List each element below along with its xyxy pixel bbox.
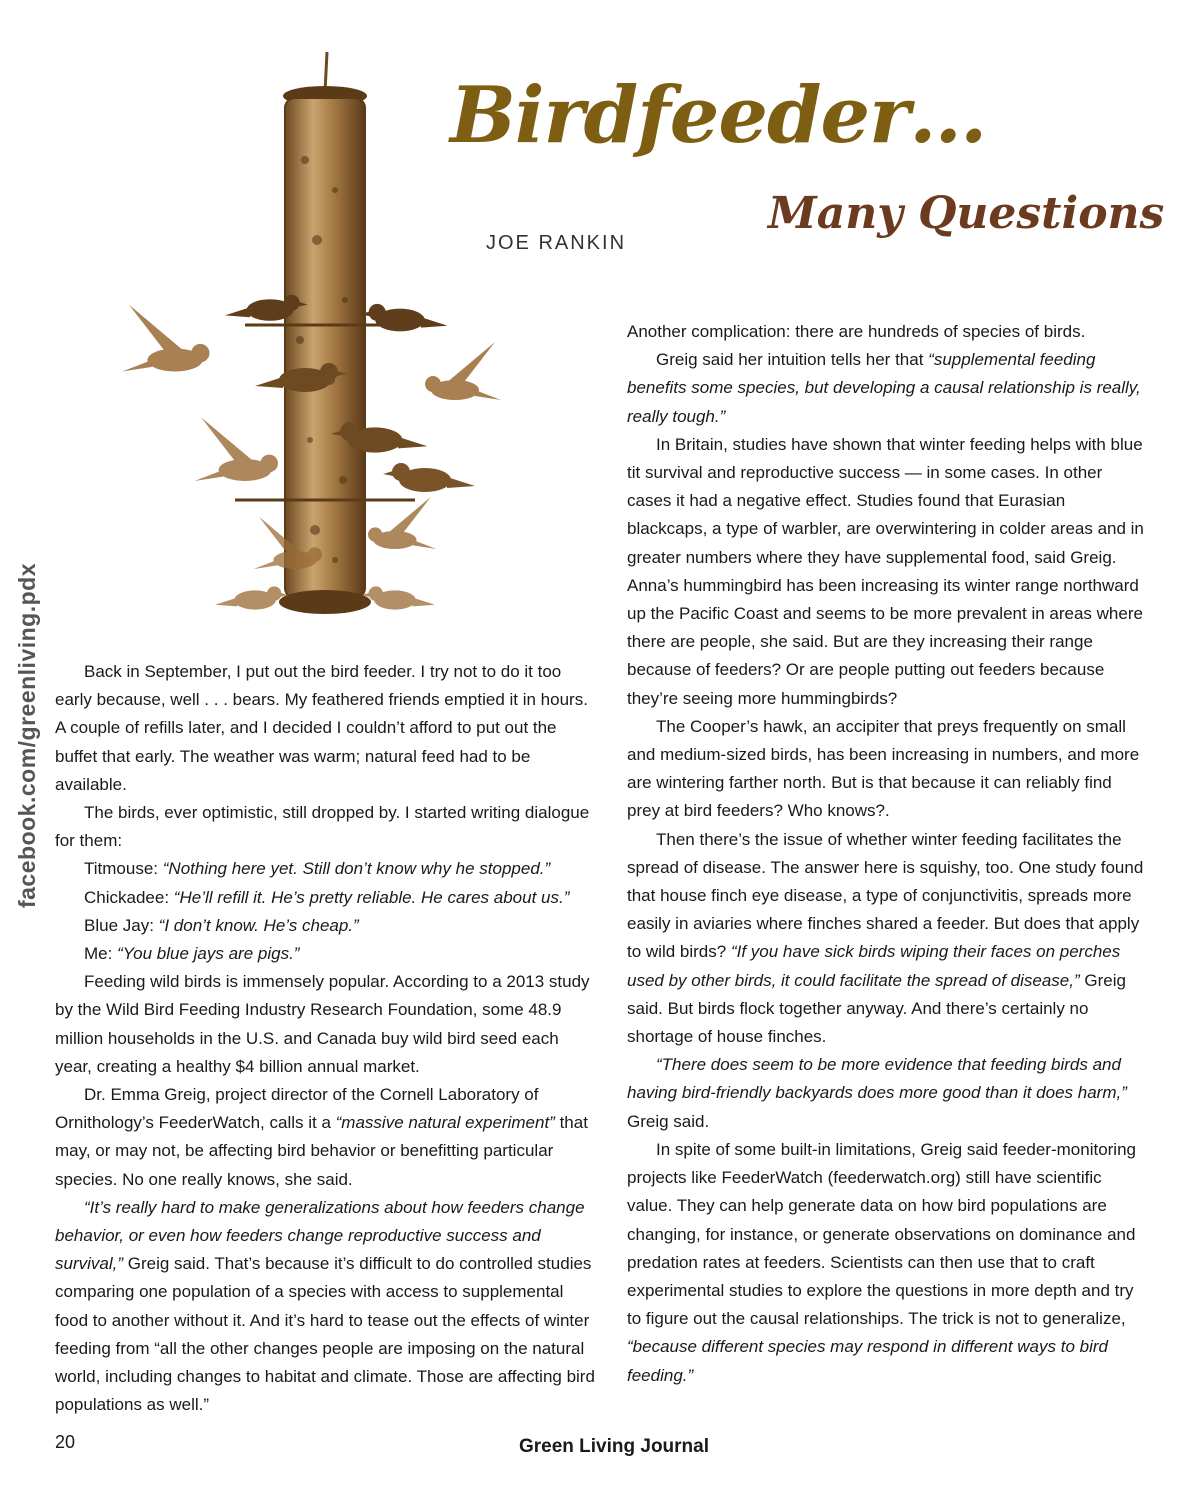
paragraph: In spite of some built-in limitations, Greig said feeder-monitoring projects like FeederWatch (feederwatch.org) still have scientific value. They can help generate data on how bird populations are changing, for instance, or generate observations on dominance and predation rates at feeders. Scientists can then use that to craft experimental studies to explore the questions in more depth and try to figure out the causal relationships. The trick is not to generalize, “because different species may respond in different ways to bird feeding.” (627, 1139, 1136, 1385)
paragraph: The Cooper’s hawk, an accipiter that preys frequently on small and medium-sized birds, has been increasing in numbers, and more are wintering farther north. But is that because it can reliably find prey at bird feeders? Who knows?. (627, 716, 1140, 821)
paragraph: Then there’s the issue of whether winter feeding facilitates the spread of disease. The answer here is squishy, too. One study found that house finch eye disease, a type of conjunctivitis, spreads more easily in aviaries where finches shared a feeder. But does that apply to wild birds? “If you have sick birds wiping their faces on perches used by other birds, it could facilitate the spread of disease,” Greig said. But birds flock together anyway. And there’s certainly no shortage of house finches. (627, 829, 1144, 1047)
article-title: Birdfeeder… (450, 70, 987, 161)
dialogue-quote: “Nothing here yet. Still don’t know why he stopped.” (162, 859, 551, 879)
journal-name: Green Living Journal (518, 1436, 710, 1457)
paragraph: The birds, ever optimistic, still dropped by. I started writing dialogue for them: (55, 803, 590, 851)
inline-quote: “because different species may respond in different ways to bird feeding.” (627, 1337, 1108, 1385)
paragraph: Back in September, I put out the bird feeder. I try not to do it too early because, well . . . bears. My feathered friends emptied it in hours. A couple of refills later, and I decided I couldn’t afford to put out the buffet that early. The weather was warm; natural feed had to be available. (55, 662, 588, 794)
right-column (627, 318, 1147, 1390)
page-number: 20 (55, 1432, 76, 1452)
paragraph: In Britain, studies have shown that winter feeding helps with blue tit survival and reproductive success — in some cases. In other cases it had a negative effect. Studies found that Eurasian blackcaps, a type of warbler, are overwintering in colder areas and in greater numbers where they have supplemental food, said Greig. Anna’s hummingbird has been increasing its winter range northward up the Pacific Coast and seems to be more prevalent in areas where there are people, she said. But are they increasing their range because of feeders? Or are people putting out feeders because they’re seeing more hummingbirds? (627, 434, 1144, 708)
inline-quote: “It’s really hard to make generalizations about how feeders change behavior, or even how feeders change reproductive success and survival,” (55, 1197, 585, 1274)
paragraph: Feeding wild birds is immensely popular. According to a 2013 study by the Wild Bird Feeding Industry Research Foundation, some 48.9 million households in the U.S. and Canada buy wild bird seed each year, creating a healthy $4 billion annual market. (55, 972, 590, 1076)
dialogue-line (55, 940, 600, 968)
paragraph: “There does seem to be more evidence that feeding birds and having bird-friendly backyards does more good than it does harm,” Greig said. (627, 1055, 1127, 1131)
dialogue-speaker: Me: (84, 944, 113, 964)
inline-quote: “massive natural experiment” (335, 1113, 555, 1133)
inline-quote: “There does seem to be more evidence that feeding birds and having bird-friendly backyards does more good than it does harm,” (627, 1055, 1127, 1103)
paragraph: Greig said her intuition tells her that “supplemental feeding benefits some species, but developing a causal relationship is really, really tough.” (627, 350, 1141, 426)
dialogue-speaker: Chickadee: (84, 887, 170, 907)
side-url-text: facebook.com/greenliving.pdx (14, 562, 41, 908)
paragraph: “It’s really hard to make generalizations about how feeders change behavior, or even how feeders change reproductive success and survival,” Greig said. That’s because it’s difficult to do controlled studies comparing one population of a species with access to supplemental food to another without it. And it’s hard to tease out the effects of winter feeding from “all the other changes people are imposing on the natural world, including changes to habitat and climate. Those are affecting bird populations as well.” (55, 1197, 595, 1415)
dialogue-quote: “I don’t know. He’s cheap.” (158, 915, 359, 935)
dialogue-line (55, 884, 600, 912)
article-subtitle: Many Questions (768, 188, 1165, 239)
author-byline: JOE RANKIN (486, 232, 627, 254)
left-column (55, 658, 600, 1419)
dialogue-quote: “He’ll refill it. He’s pretty reliable. He cares about us.” (173, 887, 570, 907)
inline-quote: “supplemental feeding benefits some species, but developing a causal relationship is really, really tough.” (627, 350, 1141, 426)
paragraph: Dr. Emma Greig, project director of the Cornell Laboratory of Ornithology’s FeederWatch, calls it a “massive natural experiment” that may, or may not, be affecting bird behavior or benefitting particular species. No one really knows, she said. (55, 1085, 588, 1189)
side-url (8, 555, 48, 915)
dialogue-line (55, 855, 600, 883)
dialogue-quote: “You blue jays are pigs.” (117, 944, 300, 964)
paragraph: Another complication: there are hundreds of species of birds. (627, 322, 1086, 341)
dialogue-speaker: Blue Jay: (84, 915, 154, 935)
inline-quote: “If you have sick birds wiping their faces on perches used by other birds, it could facilitate the spread of disease,” (627, 942, 1121, 990)
dialogue-speaker: Titmouse: (84, 859, 159, 879)
dialogue-line (55, 912, 600, 940)
